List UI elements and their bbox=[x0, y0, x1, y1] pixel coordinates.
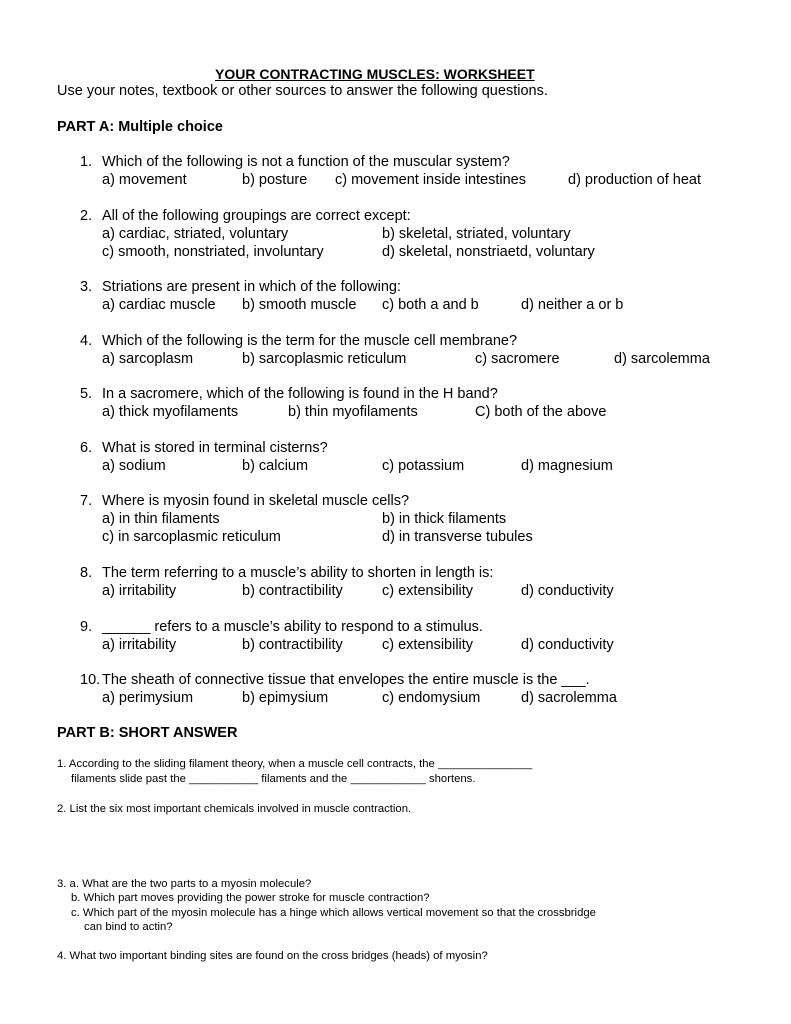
question-number: 2. bbox=[80, 208, 93, 224]
option: C) both of the above bbox=[475, 404, 607, 420]
option: b) thin myofilaments bbox=[288, 404, 418, 420]
question-text: All of the following groupings are correct except: bbox=[102, 208, 411, 224]
question-text: Where is myosin found in skeletal muscle cells? bbox=[102, 493, 410, 509]
option: d) in transverse tubules bbox=[382, 529, 533, 545]
option: b) contractibility bbox=[242, 637, 343, 653]
question-text: Which of the following is the term for the muscle cell membrane? bbox=[102, 333, 518, 349]
short-answer-q1: 1. According to the sliding filament theory, when a muscle cell contracts, the _______________ bbox=[57, 758, 533, 770]
short-answer-q3c: c. Which part of the myosin molecule has a hinge which allows vertical movement so that the crossbridge bbox=[71, 907, 596, 919]
question-text: Which of the following is not a function of the muscular system? bbox=[102, 154, 510, 170]
option: c) sacromere bbox=[475, 351, 560, 367]
option: c) endomysium bbox=[382, 690, 481, 706]
short-answer-q3a: 3. a. What are the two parts to a myosin molecule? bbox=[57, 878, 312, 890]
question-number: 9. bbox=[80, 619, 93, 635]
question-number: 8. bbox=[80, 565, 93, 581]
option: d) neither a or b bbox=[521, 297, 624, 313]
option: d) magnesium bbox=[521, 458, 613, 474]
short-answer-q1-cont: filaments slide past the ___________ filaments and the ____________ shortens. bbox=[71, 773, 476, 785]
question-text: The term referring to a muscle’s ability to shorten in length is: bbox=[102, 565, 494, 581]
short-answer-q2: 2. List the six most important chemicals involved in muscle contraction. bbox=[57, 803, 412, 815]
option: b) posture bbox=[242, 172, 308, 188]
question-number: 3. bbox=[80, 279, 93, 295]
option: d) skeletal, nonstriaetd, voluntary bbox=[382, 244, 595, 260]
question-number: 6. bbox=[80, 440, 93, 456]
option: c) extensibility bbox=[382, 637, 474, 653]
question-number: 7. bbox=[80, 493, 93, 509]
instructions: Use your notes, textbook or other sources to answer the following questions. bbox=[57, 83, 548, 99]
question-text: ______ refers to a muscle’s ability to respond to a stimulus. bbox=[102, 619, 483, 635]
option: b) skeletal, striated, voluntary bbox=[382, 226, 571, 242]
option: a) thick myofilaments bbox=[102, 404, 239, 420]
worksheet-title: YOUR CONTRACTING MUSCLES: WORKSHEET bbox=[215, 66, 535, 82]
question-number: 1. bbox=[80, 154, 93, 170]
option: c) movement inside intestines bbox=[335, 172, 526, 188]
option: a) cardiac, striated, voluntary bbox=[102, 226, 289, 242]
short-answer-q3b: b. Which part moves providing the power stroke for muscle contraction? bbox=[71, 892, 430, 904]
option: c) extensibility bbox=[382, 583, 474, 599]
option: b) smooth muscle bbox=[242, 297, 357, 313]
option: d) production of heat bbox=[568, 172, 702, 188]
option: b) contractibility bbox=[242, 583, 343, 599]
question-number: 5. bbox=[80, 386, 93, 402]
option: a) in thin filaments bbox=[102, 511, 220, 527]
part-a-heading: PART A: Multiple choice bbox=[57, 119, 223, 135]
option: d) sarcolemma bbox=[614, 351, 710, 367]
option: b) sarcoplasmic reticulum bbox=[242, 351, 407, 367]
question-text: In a sacromere, which of the following is found in the H band? bbox=[102, 386, 498, 402]
option: b) calcium bbox=[242, 458, 309, 474]
question-text: Striations are present in which of the following: bbox=[102, 279, 402, 295]
option: a) sarcoplasm bbox=[102, 351, 194, 367]
option: c) both a and b bbox=[382, 297, 479, 313]
question-number: 10. bbox=[80, 672, 101, 688]
option: a) perimysium bbox=[102, 690, 194, 706]
short-answer-q3c-cont: can bind to actin? bbox=[84, 921, 173, 933]
option: a) irritability bbox=[102, 583, 177, 599]
option: a) irritability bbox=[102, 637, 177, 653]
option: a) sodium bbox=[102, 458, 166, 474]
option: d) conductivity bbox=[521, 637, 614, 653]
option: a) cardiac muscle bbox=[102, 297, 216, 313]
option: c) smooth, nonstriated, involuntary bbox=[102, 244, 324, 260]
question-number: 4. bbox=[80, 333, 93, 349]
option: b) epimysium bbox=[242, 690, 329, 706]
option: b) in thick filaments bbox=[382, 511, 507, 527]
question-text: What is stored in terminal cisterns? bbox=[102, 440, 328, 456]
option: a) movement bbox=[102, 172, 187, 188]
part-b-heading: PART B: SHORT ANSWER bbox=[57, 725, 238, 741]
option: d) conductivity bbox=[521, 583, 614, 599]
option: c) in sarcoplasmic reticulum bbox=[102, 529, 281, 545]
question-text: The sheath of connective tissue that envelopes the entire muscle is the ___. bbox=[102, 672, 590, 688]
option: c) potassium bbox=[382, 458, 465, 474]
option: d) sacrolemma bbox=[521, 690, 617, 706]
short-answer-q4: 4. What two important binding sites are found on the cross bridges (heads) of myosin? bbox=[57, 950, 488, 962]
